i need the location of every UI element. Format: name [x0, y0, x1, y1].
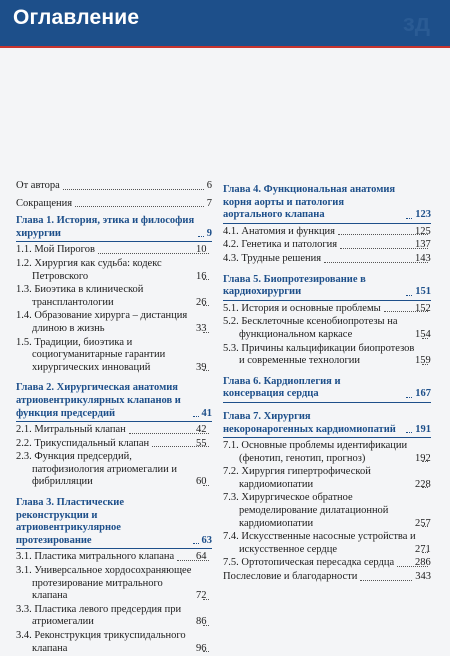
- toc-chapter-entry[interactable]: [223, 376, 431, 401]
- toc-entry-title: 2.3. Функция предсердий, патофизиология атриомегалии и фибрилляции: [16, 451, 177, 488]
- toc-page-number: 7: [206, 197, 212, 209]
- dot-leader: [98, 253, 209, 254]
- toc-entry-title: Глава 3. Пластические реконструкции и атриовентрикулярное протезирование: [16, 497, 124, 546]
- toc-entry-title: 7.3. Хирургическое обратное ремоделирование дилатационной кардиомиопатии: [223, 492, 389, 529]
- toc-entry[interactable]: 7.5. Ортотопическая пересадка сердца 286: [223, 557, 431, 569]
- toc-entry[interactable]: 1.4. Образование хирурга – дистанция длиною в жизнь 33: [16, 310, 212, 335]
- toc-entry[interactable]: 7.3. Хирургическое обратное ремоделирование дилатационной кардиомиопатии 257: [223, 492, 431, 529]
- dot-leader: [406, 432, 412, 433]
- page-title: Оглавление: [13, 6, 140, 29]
- toc-page-number: 63: [201, 534, 212, 546]
- toc-entry-title: 3.4. Реконструкция трикуспидального клапана: [16, 630, 186, 654]
- toc-page-number: 191: [415, 423, 431, 435]
- toc-entry-title: 3.3. Пластика левого предсердия при атриомегалии: [16, 603, 182, 628]
- toc-entry-title: Глава 6. Кардиоплегия и консервация сердца: [223, 375, 341, 400]
- toc-entry-title: 1.2. Хирургия как судьба: кодекс Петровского: [16, 257, 162, 282]
- toc-entry[interactable]: 7.4. Искусственные насосные устройства и искусственное сердце 271: [223, 531, 431, 555]
- toc-entry-title: 7.5. Ортотопическая пересадка сердца: [223, 557, 395, 569]
- toc-page-number: 151: [415, 286, 431, 298]
- toc-entry[interactable]: 7.1. Основные проблемы идентификации (фенотип, генотип, прогноз) 192: [223, 440, 431, 464]
- toc-page-number: 167: [415, 388, 431, 400]
- toc-page-number: 6: [206, 180, 212, 191]
- toc-left-column: [16, 180, 212, 656]
- toc-entry[interactable]: 1.1. Мой Пирогов 10: [16, 244, 212, 257]
- toc-entry-title: 5.1. История и основные проблемы: [223, 302, 381, 314]
- toc-entry[interactable]: 1.5. Традиции, биоэтика и социогуманитарные гарантии хирургических инноваций 39: [16, 337, 212, 375]
- toc-entry[interactable]: 1.2. Хирургия как судьба: кодекс Петровского 16: [16, 258, 212, 283]
- chapter-underline: [223, 437, 431, 438]
- toc-entry-title: Глава 1. История, этика и философия хирургии: [16, 215, 195, 239]
- toc-entry-title: 7.1. Основные проблемы идентификации (фенотип, генотип, прогноз): [223, 440, 408, 464]
- header-bar: [0, 0, 450, 46]
- toc-entry[interactable]: 4.3. Трудные решения 143: [223, 252, 431, 264]
- toc-chapter-entry[interactable]: [16, 497, 212, 547]
- toc-entry-title: 1.1. Мой Пирогов: [16, 244, 95, 256]
- toc-entry[interactable]: 2.1. Митральный клапан 42: [16, 424, 212, 437]
- toc-entry[interactable]: 2.2. Трикуспидальный клапан 55: [16, 438, 212, 451]
- dot-leader: [63, 189, 204, 190]
- toc-entry-title: 4.3. Трудные решения: [223, 252, 322, 264]
- toc-entry[interactable]: 2.3. Функция предсердий, патофизиология атриомегалии и фибрилляции 60: [16, 451, 212, 489]
- chapter-underline: [223, 223, 431, 224]
- header-ghost-text: зд: [402, 10, 430, 37]
- toc-chapter-entry[interactable]: [223, 184, 431, 222]
- dot-leader: [406, 218, 412, 219]
- toc-entry-title: 2.1. Митральный клапан: [16, 424, 126, 436]
- toc-entry[interactable]: 5.1. История и основные проблемы 152: [223, 302, 431, 314]
- toc-entry-title: 4.1. Анатомия и функция: [223, 225, 336, 237]
- toc-entry-title: 7.4. Искусственные насосные устройства и искусственное сердце: [223, 531, 416, 555]
- toc-entry-title: 3.1. Универсальное хордосохраняющее протезирование митрального клапана: [16, 565, 192, 602]
- dot-leader: [193, 543, 199, 544]
- chapter-underline: [16, 548, 212, 549]
- toc-chapter-entry[interactable]: [223, 411, 431, 436]
- toc-page-number: 343: [415, 571, 431, 583]
- toc-entry[interactable]: 3.3. Пластика левого предсердия при атриомегалии 86: [16, 604, 212, 629]
- chapter-underline: [223, 300, 431, 301]
- toc-entry[interactable]: 3.4. Реконструкция трикуспидального клапана 96: [16, 630, 212, 655]
- toc-entry-title: 1.5. Традиции, биоэтика и социогуманитарные гарантии хирургических инноваций: [16, 336, 166, 373]
- dot-leader: [406, 397, 412, 398]
- toc-entry[interactable]: 1.3. Биоэтика в клинической трансплантологии 26: [16, 284, 212, 309]
- toc-entry-title: 4.2. Генетика и патология: [223, 239, 338, 251]
- chapter-underline: [16, 421, 212, 422]
- toc-chapter-entry[interactable]: [16, 215, 212, 240]
- toc-entry-title: 2.2. Трикуспидальный клапан: [16, 437, 150, 449]
- toc-entry-title: 1.4. Образование хирурга – дистанция длиною в жизнь: [16, 310, 188, 334]
- dot-leader: [75, 206, 204, 207]
- toc-entry-title: 5.2. Бесклеточные ксенобиопротезы на функциональном каркасе: [223, 316, 398, 340]
- toc-entry[interactable]: 3.1. Универсальное хордосохраняющее протезирование митрального клапана 72: [16, 565, 212, 603]
- toc-page-number: 123: [415, 209, 431, 221]
- toc-entry[interactable]: [223, 571, 431, 584]
- dot-leader: [324, 262, 428, 263]
- toc-entry-title: Глава 7. Хирургия некоронарогенных кардиомиопатий: [223, 410, 396, 435]
- dot-leader: [198, 236, 204, 237]
- toc-page-number: 9: [206, 227, 212, 239]
- toc-entry[interactable]: 5.2. Бесклеточные ксенобиопротезы на функциональном каркасе 154: [223, 316, 431, 340]
- toc-entry-title: Послесловие и благодарности: [223, 571, 358, 583]
- header-red-rule: [0, 46, 450, 48]
- toc-entry-title: Глава 2. Хирургическая анатомия атриовентрикулярных клапанов и функция предсердий: [16, 382, 181, 419]
- toc-entry[interactable]: [16, 180, 212, 193]
- toc-entry[interactable]: 4.2. Генетика и патология 137: [223, 239, 431, 251]
- toc-entry-title: 3.1. Пластика митрального клапана: [16, 551, 175, 563]
- toc-entry-title: 7.2. Хирургия гипертрофической кардиомиопатии: [223, 466, 371, 490]
- toc-right-column: [223, 180, 431, 589]
- dot-leader: [360, 580, 412, 581]
- toc-entry[interactable]: 5.3. Причины кальцификации биопротезов и современные технологии 159: [223, 342, 431, 367]
- toc-entry[interactable]: 3.1. Пластика митрального клапана 64: [16, 551, 212, 564]
- chapter-underline: [223, 402, 431, 403]
- toc-page-number: 41: [201, 407, 212, 419]
- dot-leader: [193, 416, 199, 417]
- toc-entry-title: Глава 5. Биопротезирование в кардиохирургии: [223, 273, 366, 298]
- toc-entry[interactable]: 4.1. Анатомия и функция 125: [223, 225, 431, 237]
- chapter-underline: [16, 241, 212, 242]
- toc-entry[interactable]: [16, 198, 212, 211]
- dot-leader: [203, 651, 209, 652]
- toc-chapter-entry[interactable]: [16, 382, 212, 420]
- dot-leader: [406, 295, 412, 296]
- toc-entry-title: 5.3. Причины кальцификации биопротезов и современные технологии: [223, 342, 415, 367]
- toc-entry-title: От автора: [16, 180, 60, 191]
- toc-entry-title: Сокращения: [16, 197, 73, 209]
- toc-entry-title: Глава 4. Функциональная анатомия корня аорты и патология аортального клапана: [223, 184, 396, 221]
- toc-entry-title: 1.3. Биоэтика в клинической трансплантологии: [16, 284, 144, 308]
- toc-entry[interactable]: 7.2. Хирургия гипертрофической кардиомиопатии 228: [223, 466, 431, 490]
- toc-chapter-entry[interactable]: [223, 274, 431, 299]
